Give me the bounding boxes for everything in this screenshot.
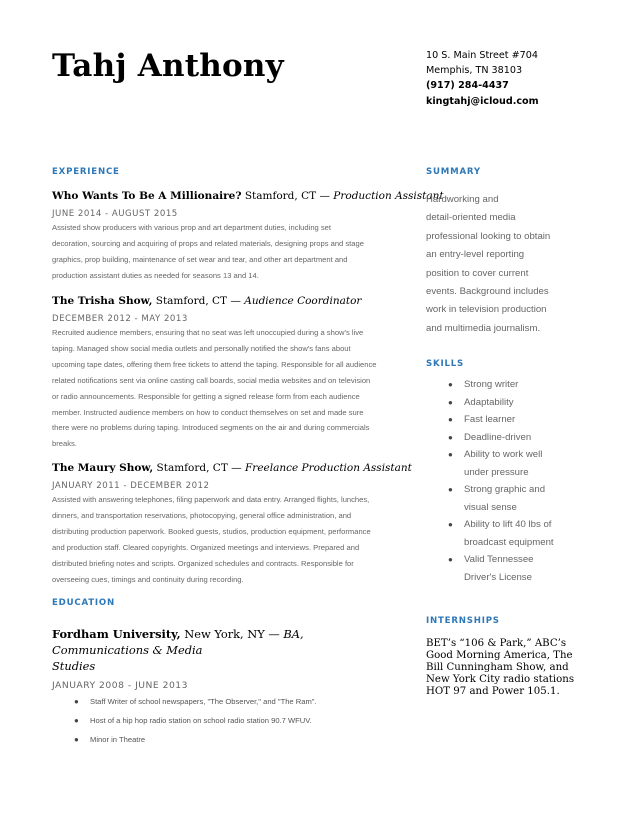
desc-line: graphics, prop building, maintenance of set wear and tear, and other art department and [52, 254, 348, 264]
skill-text: Valid Tennessee [464, 554, 534, 565]
summary-line: position to cover current [426, 267, 529, 279]
skill-text: Ability to work well [464, 449, 543, 460]
bullet-icon: ● [448, 380, 453, 389]
skill-text: Strong graphic and [464, 484, 546, 495]
job-org: The Maury Show, [52, 462, 154, 474]
skill-item [426, 551, 596, 586]
skill-text-cont: under pressure [464, 466, 529, 478]
job-location: Stamford, CT — [153, 462, 246, 474]
internships-heading: INTERNSHIPS [426, 616, 500, 626]
internship-line: Bill Cunningham Show, and [426, 662, 569, 673]
desc-line: decoration, sourcing and acquiring of props and related materials, designing props and stage [52, 238, 364, 248]
desc-line: overseeing cues, timings and continuity during recording. [52, 574, 244, 584]
address-line-1: 10 S. Main Street #704 [426, 50, 538, 61]
desc-line: Assisted with answering telephones, filing paperwork and data entry. Arranged flights, lunches, [52, 495, 370, 504]
school-location: New York, NY — [180, 627, 284, 641]
internship-line: New York City radio stations [426, 674, 575, 685]
internship-line: Good Morning America, The [426, 650, 573, 661]
job-heading [52, 190, 444, 202]
job-role: Freelance Production Assistant [245, 462, 412, 474]
list-item-text: Minor in Theatre [90, 735, 146, 744]
school-name: Fordham University, [52, 627, 181, 641]
degree-cont: Studies [52, 659, 96, 673]
summary-line: professional looking to obtain [426, 230, 551, 242]
phone: (917) 284-4437 [426, 80, 509, 92]
skill-item [426, 516, 596, 551]
summary-line: an entry-level reporting [426, 249, 525, 261]
desc-line: production assistant duties as needed for seasons 13 and 14. [52, 270, 259, 280]
summary-line: work in television production [426, 304, 547, 316]
desc-line: or radio announcements. Responsible for getting a signed release form from each audience [52, 391, 360, 401]
job-heading [52, 295, 397, 307]
desc-line: distributed briefing notes and scripts. Organized schedules and contracts. Responsible for [52, 558, 354, 568]
desc-line: and production staff. Cleared copyrights. Organized meetings and interviews. Prepared and [52, 542, 360, 552]
skill-item [426, 429, 596, 447]
list-item [52, 716, 397, 735]
education-heading-text [52, 626, 397, 658]
bullet-icon: ● [74, 697, 79, 706]
bullet-icon: ● [74, 716, 79, 725]
summary-line: events. Background includes [426, 286, 549, 298]
desc-line: breaks. [52, 439, 77, 449]
bullet-icon: ● [448, 397, 453, 407]
desc-line: upcoming tape dates, offering them free tickets to attend the taping. Responsible for all audience [52, 359, 377, 369]
summary-line: Hardworking and [426, 194, 499, 205]
bullet-icon: ● [448, 415, 453, 424]
desc-line: distributing production paperwork. Booked guests, studios, production equipment, performance [52, 526, 371, 536]
contact-block [426, 48, 539, 109]
skill-text: Fast learner [464, 414, 516, 425]
skill-text-cont: broadcast equipment [464, 536, 554, 548]
job-heading [52, 462, 412, 474]
job-dates: DECEMBER 2012 - MAY 2013 [52, 314, 188, 324]
internship-line: HOT 97 and Power 105.1. [426, 686, 560, 697]
desc-line: there were no problems during taping. Introduced segments on the air and during commercials [52, 423, 370, 433]
skill-item [426, 481, 596, 516]
skill-item [426, 446, 596, 481]
skill-item [426, 394, 596, 412]
skill-text: Strong writer [464, 379, 519, 390]
list-item [52, 697, 397, 716]
job-org: Who Wants To Be A Millionaire? [52, 190, 242, 202]
skill-text: Adaptability [464, 396, 514, 408]
job-role: Audience Coordinator [244, 295, 362, 307]
skill-text: Ability to lift 40 lbs of [464, 519, 552, 530]
job-description [52, 492, 397, 587]
job-description [52, 220, 397, 284]
degree: BA, Communications & Media [52, 627, 304, 657]
skill-text: Deadline-driven [464, 431, 532, 443]
bullet-icon: ● [448, 485, 453, 494]
desc-line: taping. Managed show social media outlets and personally notified the show's fans about [52, 343, 351, 353]
job-dates: JUNE 2014 - AUGUST 2015 [52, 209, 178, 219]
skill-item [426, 411, 596, 429]
desc-line: Assisted show producers with various prop and art department duties, including set [52, 223, 332, 232]
internships-text [426, 638, 596, 698]
skill-text-cont: Driver's License [464, 571, 532, 583]
candidate-name: Tahj Anthony [52, 48, 284, 84]
education-list [52, 697, 397, 754]
internship-line: BET’s “106 & Park,” ABC’s [426, 638, 567, 649]
summary-heading: SUMMARY [426, 167, 481, 177]
skill-item [426, 376, 596, 394]
job-location: Stamford, CT — [152, 295, 245, 307]
job-entry [52, 295, 397, 452]
desc-line: related notifications sent via online casting call boards, social media websites and on television [52, 375, 371, 385]
education-heading: EDUCATION [52, 598, 116, 608]
skill-text-cont: visual sense [464, 501, 517, 513]
list-item [52, 735, 397, 754]
job-org: The Trisha Show, [52, 295, 153, 307]
bullet-icon: ● [448, 555, 453, 564]
address-line-2: Memphis, TN 38103 [426, 65, 523, 77]
bullet-icon: ● [448, 520, 453, 529]
job-location: Stamford, CT — [241, 190, 334, 202]
summary-line: and multimedia journalism. [426, 322, 541, 334]
desc-line: member. Instructed audience members on how to conduct themselves on set and made sure [52, 407, 364, 417]
bullet-icon: ● [448, 432, 453, 442]
skills-list [426, 376, 596, 586]
list-item-text: Host of a hip hop radio station on school radio station 90.7 WFUV. [90, 716, 312, 725]
job-dates: JANUARY 2011 - DECEMBER 2012 [52, 481, 210, 491]
job-entry [52, 462, 412, 587]
skills-heading: SKILLS [426, 359, 464, 369]
bullet-icon: ● [448, 450, 453, 459]
bullet-icon: ● [74, 735, 79, 744]
summary-line: detail-oriented media [426, 212, 516, 224]
summary-text [426, 191, 596, 338]
job-entry [52, 190, 444, 284]
email: kingtahj@icloud.com [426, 95, 539, 107]
job-role: Production Assistant [333, 190, 444, 202]
desc-line: dinners, and transportation reservations, photocopying, general office administration, and [52, 510, 352, 520]
education-entry [52, 626, 397, 754]
job-description [52, 325, 397, 452]
list-item-text: Staff Writer of school newspapers, "The Observer," and "The Ram". [90, 697, 317, 706]
education-heading-text-cont [52, 658, 397, 674]
experience-heading: EXPERIENCE [52, 167, 120, 177]
education-dates: JANUARY 2008 - JUNE 2013 [52, 680, 188, 691]
desc-line: Recruited audience members, ensuring that no seat was left unoccupied during a show's live [52, 328, 364, 337]
